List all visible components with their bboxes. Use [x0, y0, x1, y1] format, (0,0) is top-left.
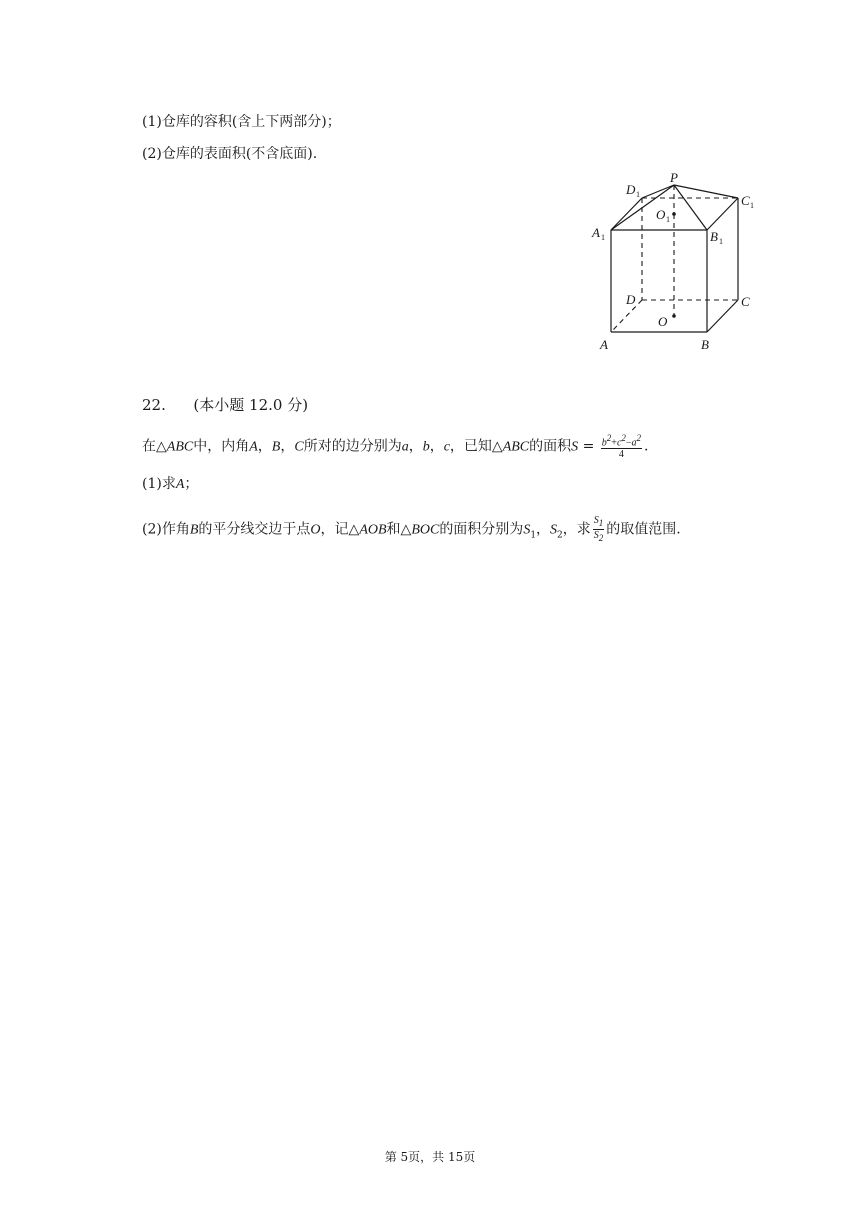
- part2-comma: ，: [536, 521, 551, 538]
- part2-text-2: 的平分线交边于点: [198, 521, 311, 538]
- label-B1: B: [710, 229, 718, 244]
- part2-text-3: ，记△: [320, 521, 360, 538]
- question-22-header: [142, 395, 308, 415]
- ratio-top-sub: 1: [598, 518, 604, 528]
- edge-PC1: [674, 185, 738, 198]
- stem-text-1: 在△: [142, 438, 167, 455]
- num-plus: +: [611, 437, 617, 449]
- stem-comma-3: ，: [408, 438, 423, 455]
- stem-comma-2: ，: [280, 438, 295, 455]
- stem-text-2: 中，内角: [193, 438, 250, 455]
- part2-text-4: 和△: [386, 521, 412, 538]
- part1-math-A: A: [175, 477, 185, 492]
- stem-math-C: C: [294, 439, 304, 455]
- num-a-sq: 2: [636, 433, 642, 443]
- part2-text-1: (2)作角: [142, 521, 190, 538]
- part2-sub-1: 1: [530, 530, 537, 541]
- ratio-fraction: [593, 515, 605, 544]
- part2-math-O: O: [310, 522, 321, 538]
- stem-math-b: b: [422, 439, 430, 455]
- part2-text-5: 的面积分别为: [439, 521, 524, 538]
- point-O1: [672, 212, 676, 216]
- prev-part-2: (2)仓库的表面积(不含底面).: [142, 146, 318, 162]
- stem-math-S: S: [571, 439, 579, 455]
- num-a: a: [631, 437, 637, 449]
- label-B1-sub: 1: [719, 237, 723, 246]
- label-A: A: [600, 337, 608, 352]
- label-B: B: [701, 337, 709, 352]
- question-points: (本小题 12.0 分): [193, 396, 309, 414]
- label-P: P: [670, 170, 678, 185]
- label-C1-sub: 1: [750, 201, 754, 210]
- part2-text-7: 的取值范围.: [606, 521, 681, 538]
- part2-math-S2: S: [550, 522, 558, 538]
- num-b: b: [601, 437, 607, 449]
- edge-A1D1: [611, 198, 642, 230]
- label-C1: C: [741, 193, 750, 208]
- label-D: D: [626, 292, 636, 307]
- label-D1-sub: 1: [636, 190, 640, 199]
- stem-math-a: a: [401, 439, 409, 455]
- prev-part-1: (1)仓库的容积(含上下两部分)；: [142, 114, 341, 130]
- part1-text-1: (1)求: [142, 476, 176, 492]
- ratio-bot-sub: 2: [598, 533, 604, 543]
- ratio-denominator: [593, 530, 605, 544]
- stem-math-c: c: [443, 439, 450, 455]
- label-A1: A: [592, 225, 600, 240]
- edge-B1C1: [707, 198, 738, 230]
- num-b-sq: 2: [606, 433, 612, 443]
- label-O1: O: [656, 207, 666, 222]
- part2-sub-2: 2: [557, 530, 563, 541]
- stem-math-B: B: [271, 439, 281, 455]
- num-minus: −: [625, 437, 632, 449]
- stem-text-3: 所对的边分别为: [303, 438, 402, 455]
- stem-equals: =: [578, 438, 599, 455]
- label-C: C: [741, 294, 750, 309]
- stem-text-4: ，已知△: [449, 438, 503, 455]
- area-formula-fraction: [601, 433, 642, 460]
- num-c: c: [616, 437, 622, 449]
- part1-text-2: ；: [184, 476, 199, 492]
- stem-math-ABC: ABC: [166, 439, 194, 455]
- stem-comma-1: ，: [257, 438, 272, 455]
- stem-comma-4: ，: [429, 438, 444, 455]
- label-A1-sub: 1: [601, 233, 605, 242]
- num-c-sq: 2: [621, 433, 626, 443]
- question-number: 22.: [142, 396, 166, 414]
- point-O: [672, 314, 676, 318]
- stem-math-ABC-2: ABC: [502, 439, 530, 455]
- part2-math-BOC: BOC: [411, 522, 440, 538]
- part2-math-S1: S: [523, 522, 531, 538]
- stem-period: .: [644, 438, 649, 455]
- edge-BC: [707, 300, 738, 332]
- part2-math-AOB: AOB: [359, 522, 387, 538]
- ratio-numerator: [593, 515, 605, 530]
- stem-math-A: A: [249, 439, 258, 455]
- ratio-top-S: S: [593, 515, 599, 526]
- question-22-stem: [142, 433, 648, 460]
- part2-math-B: B: [189, 522, 199, 538]
- question-22-part-1: [142, 474, 198, 495]
- edge-PB1: [674, 185, 707, 230]
- page-footer: 第 5页，共 15页: [384, 1150, 476, 1164]
- label-O1-sub: 1: [666, 215, 670, 224]
- label-O: O: [658, 314, 668, 329]
- question-22-part-2: [142, 515, 681, 545]
- fraction-numerator: [601, 433, 642, 449]
- label-D1: D: [626, 182, 636, 197]
- part2-text-6: ，求: [562, 521, 591, 538]
- ratio-bot-S: S: [593, 530, 599, 541]
- warehouse-figure: [584, 168, 770, 356]
- fraction-denominator: 4: [618, 449, 624, 461]
- stem-text-5: 的面积: [529, 438, 572, 455]
